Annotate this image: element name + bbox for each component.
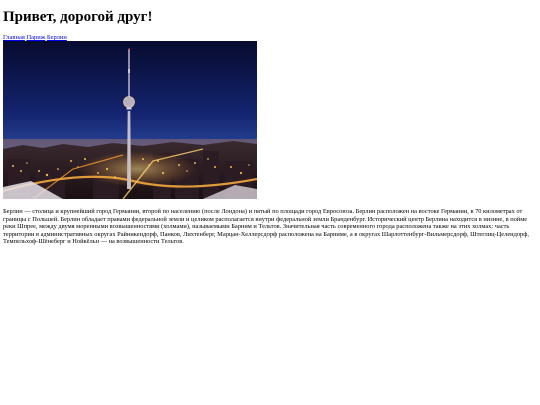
- article-text: Берлин — столица и крупнейший город Германии, второй по населению (после Лондона) и пятый по площади город Евросоюза. Берлин расположен на востоке Германии, в 70 километрах от границы с Польшей. Берлин обладает правами федеральной земли и целиком располагается внутри федеральной земли Бранденбург. Исторический центр Берлина находится в низине, в пойме реки Шпрее, между двумя моренными возвышенностями (холмами), называемыми Барним и Тельтов. Значительная часть современного города расположена также на этих холмах: часть территории в административных округах Райникендорф, Панков, Лихтенберг, Марцан-Хеллерсдорф расположена на Барниме, а в округах Шарлоттенбург-Вильмерсдорф, Штеглиц-Целендорф, Темпельхоф-Шёнеберг и Нойкёльн — на возвышенности Тельтов.: [3, 208, 529, 246]
- nav-link-paris[interactable]: Париж: [26, 34, 46, 41]
- nav-link-home[interactable]: Главная: [3, 34, 25, 41]
- berlin-tv-tower-photo: [3, 41, 257, 199]
- page-title: Привет, дорогой друг!: [3, 9, 153, 25]
- nav-link-berlin[interactable]: Берлин: [46, 34, 67, 41]
